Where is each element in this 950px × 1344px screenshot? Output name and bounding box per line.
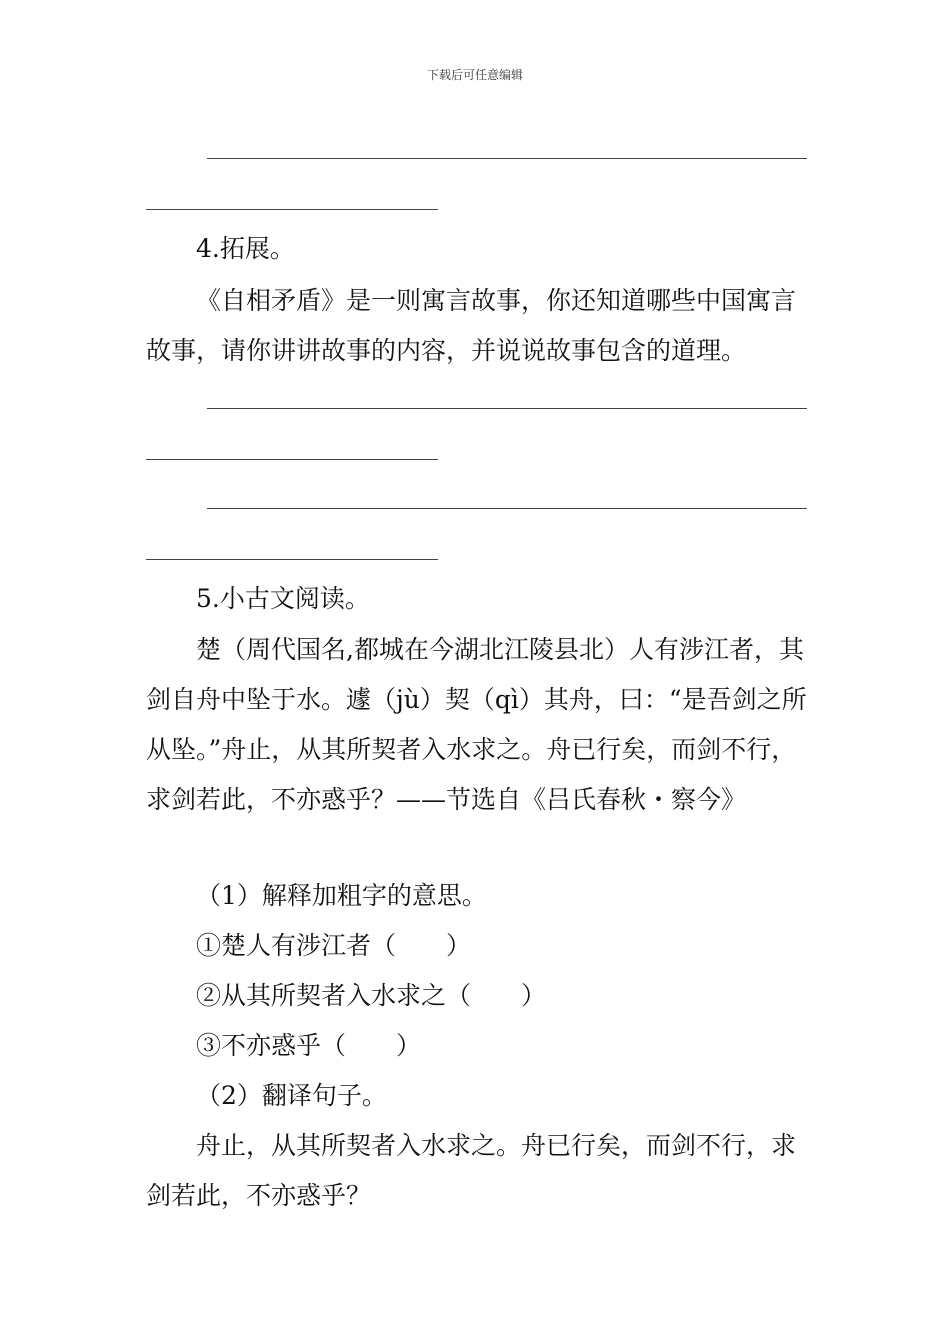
answer-line[interactable]: [207, 158, 807, 159]
section-4-heading: 4.拓展。: [196, 234, 295, 263]
section-4-question: [146, 276, 808, 376]
classical-passage: [146, 625, 808, 825]
section-5-heading: 5.小古文阅读。: [196, 584, 370, 613]
question-2-sentence: [146, 1121, 808, 1221]
question-1-item: ①楚人有涉江者（ ）: [196, 931, 472, 960]
answer-line[interactable]: [146, 209, 438, 210]
sentence-text: 舟止，从其所契者入水求之。舟已行矣，而剑不行，求剑若此，不亦惑乎？: [146, 1131, 797, 1210]
question-1-title: （1）解释加粗字的意思。: [196, 881, 487, 910]
question-2-title: （2）翻译句子。: [196, 1081, 387, 1110]
passage-text: 楚（周代国名,都城在今湖北江陵县北）人有涉江者，其剑自舟中坠于水。遽（jù）契（qì）其舟，曰：“是吾剑之所从坠。”舟止，从其所契者入水求之。舟已行矣，而剑不行，求剑若此，不亦惑乎？——节选自《吕氏春秋・察今》: [146, 635, 807, 814]
answer-line[interactable]: [146, 559, 438, 560]
question-text: 《自相矛盾》是一则寓言故事，你还知道哪些中国寓言故事，请你讲讲故事的内容，并说说故事包含的道理。: [146, 286, 797, 365]
page-header: 下载后可任意编辑: [426, 68, 523, 82]
question-1-item: ③不亦惑乎（ ）: [196, 1031, 422, 1060]
answer-line[interactable]: [207, 508, 807, 509]
question-1-item: ②从其所契者入水求之（ ）: [196, 981, 547, 1010]
answer-line[interactable]: [207, 408, 807, 409]
answer-line[interactable]: [146, 459, 438, 460]
